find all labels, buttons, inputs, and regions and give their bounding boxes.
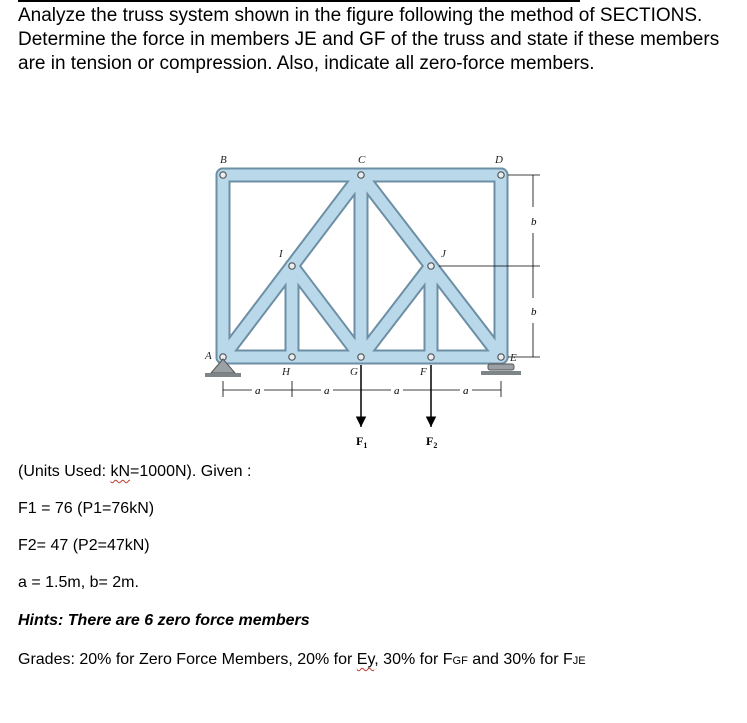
problem-line-2: Determine the force in members JE and GF of the truss and state if these members are in tension or compression. Also, indicate all zero-force members. <box>18 29 720 74</box>
joint-label-c: C <box>358 154 366 166</box>
units-suffix: =1000N). Given : <box>130 463 252 480</box>
truss-diagram <box>195 145 555 455</box>
dim-label-a4: a <box>463 385 469 397</box>
grades-mid: , 30% for F <box>374 651 453 668</box>
grades-je-sub: JE <box>572 655 586 667</box>
dim-label-b2: b <box>531 306 537 318</box>
grades-gf-sub: GF <box>452 655 468 667</box>
joint-label-h: H <box>282 366 290 378</box>
joint-label-d: D <box>495 154 503 166</box>
load-label-f2: $F_2$ <box>426 434 438 450</box>
grades-ey: Ey <box>356 651 375 668</box>
units-kn: kN <box>110 463 131 480</box>
joint-label-e: E <box>510 352 517 364</box>
top-rule <box>18 0 580 2</box>
given-ab: a = 1.5m, b= 2m. <box>18 574 139 591</box>
units-line <box>18 462 251 482</box>
problem-line-1: Analyze the truss system shown in the figure following the method of SECTIONS. <box>18 5 703 26</box>
joint-label-i: I <box>279 248 283 260</box>
dim-label-a3: a <box>394 385 400 397</box>
dimension-b <box>439 175 540 357</box>
grades-prefix: Grades: 20% for Zero Force Members, 20% for <box>18 651 357 668</box>
joint-label-j: J <box>441 248 446 260</box>
load-label-f1: $F_1$ <box>356 434 368 450</box>
dim-label-a1: a <box>255 385 261 397</box>
roller-support-e <box>481 364 521 375</box>
grades-line <box>18 650 586 671</box>
grades-and: and 30% for F <box>467 651 573 668</box>
dimension-a <box>223 381 501 397</box>
given-f1: F1 = 76 (P1=76kN) <box>18 500 155 517</box>
given-f2: F2= 47 (P2=47kN) <box>18 537 150 554</box>
truss-figure <box>195 145 555 455</box>
dim-label-b1: b <box>531 216 537 228</box>
joint-label-a: A <box>205 350 212 362</box>
joint-label-g: G <box>350 366 358 378</box>
dim-label-a2: a <box>324 385 330 397</box>
problem-statement <box>18 4 738 76</box>
units-prefix: (Units Used: <box>18 463 111 480</box>
joint-label-f: F <box>420 366 427 378</box>
joint-label-b: B <box>220 154 227 166</box>
hint-text: Hints: There are 6 zero force members <box>18 612 310 629</box>
